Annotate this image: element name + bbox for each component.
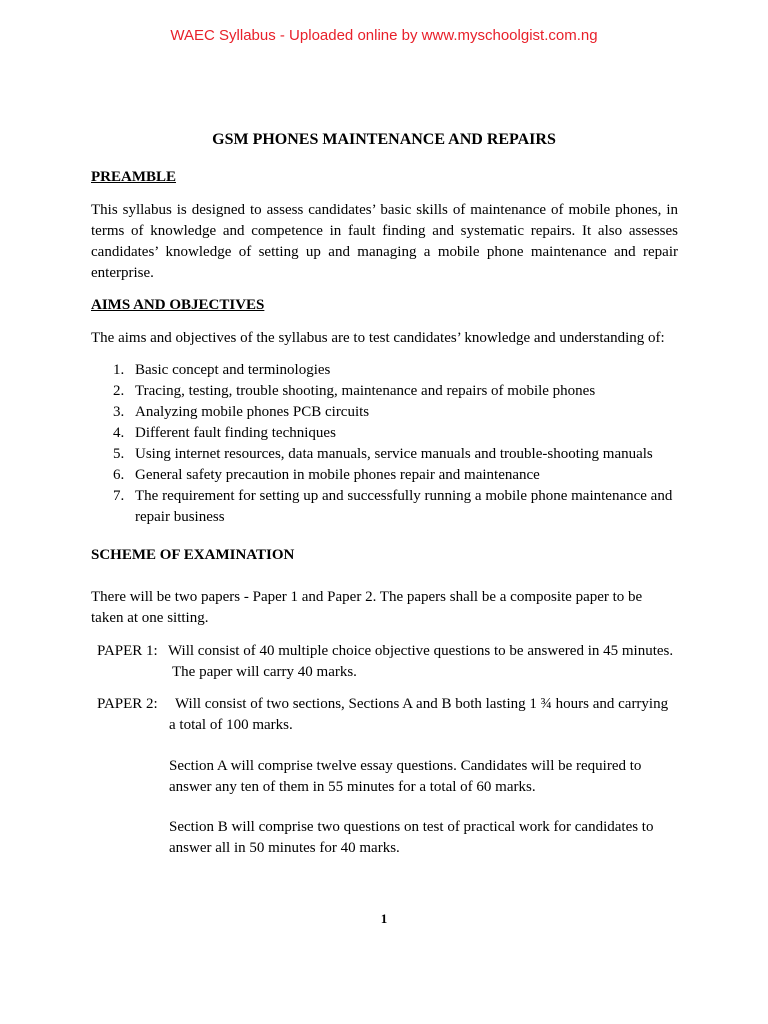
list-item-number: 3. — [113, 404, 125, 420]
paper2-line2: a total of 100 marks. — [169, 717, 293, 733]
list-item — [91, 360, 681, 381]
section-a-text: Section A will comprise twelve essay questions. Candidates will be required to answer any ten of them in 55 minutes for a total of 60 marks. — [169, 758, 642, 795]
paper1-line2: The paper will carry 40 marks. — [172, 664, 357, 680]
page-number: 1 — [380, 911, 388, 926]
preamble-heading: PREAMBLE — [91, 169, 177, 185]
list-item-text: Different fault finding techniques — [135, 425, 336, 441]
list-item — [91, 486, 681, 528]
list-item-text: General safety precaution in mobile phones repair and maintenance — [135, 467, 540, 483]
paper1-label: PAPER 1: — [97, 643, 158, 659]
preamble-text: This syllabus is designed to assess candidates’ basic skills of maintenance of mobile phones, in terms of knowledge and competence in fault finding and systematic repairs. It also assesses candidates’ knowledge of setting up and managing a mobile phone maintenance and repair enterprise. — [91, 202, 678, 281]
watermark-header: WAEC Syllabus - Uploaded online by www.myschoolgist.com.ng — [170, 27, 598, 44]
paper1-line1: Will consist of 40 multiple choice objective questions to be answered in 45 minutes. — [168, 643, 674, 659]
list-item-number: 7. — [113, 488, 125, 504]
paper2-label: PAPER 2: — [97, 696, 158, 712]
list-item — [91, 381, 681, 402]
list-item-text: Tracing, testing, trouble shooting, maintenance and repairs of mobile phones — [135, 383, 596, 399]
list-item-number: 1. — [113, 362, 125, 378]
list-item — [91, 444, 681, 465]
list-item — [91, 423, 681, 444]
list-item-number: 2. — [113, 383, 125, 399]
paper2-row — [97, 694, 687, 738]
list-item — [91, 465, 681, 486]
list-item-number: 4. — [113, 425, 125, 441]
aims-intro: The aims and objectives of the syllabus are to test candidates’ knowledge and understanding of: — [91, 330, 665, 346]
list-item-text: Basic concept and terminologies — [135, 362, 331, 378]
paper1-row — [97, 641, 687, 685]
list-item-number: 6. — [113, 467, 125, 483]
aims-list — [91, 360, 681, 528]
list-item-text: Analyzing mobile phones PCB circuits — [135, 404, 370, 420]
list-item-text: Using internet resources, data manuals, service manuals and trouble-shooting manuals — [135, 446, 653, 462]
list-item-number: 5. — [113, 446, 125, 462]
scheme-heading: SCHEME OF EXAMINATION — [91, 547, 295, 563]
aims-heading: AIMS AND OBJECTIVES — [91, 297, 265, 313]
scheme-intro: There will be two papers - Paper 1 and Paper 2. The papers shall be a composite paper to be taken at one sitting. — [91, 589, 643, 626]
document-title: GSM PHONES MAINTENANCE AND REPAIRS — [212, 131, 556, 148]
section-b-text: Section B will comprise two questions on test of practical work for candidates to answer all in 50 minutes for 40 marks. — [169, 819, 654, 856]
list-item — [91, 402, 681, 423]
paper2-line1: Will consist of two sections, Sections A and B both lasting 1 ¾ hours and carrying — [175, 696, 669, 712]
list-item-text: The requirement for setting up and successfully running a mobile phone maintenance and repair business — [135, 488, 673, 525]
